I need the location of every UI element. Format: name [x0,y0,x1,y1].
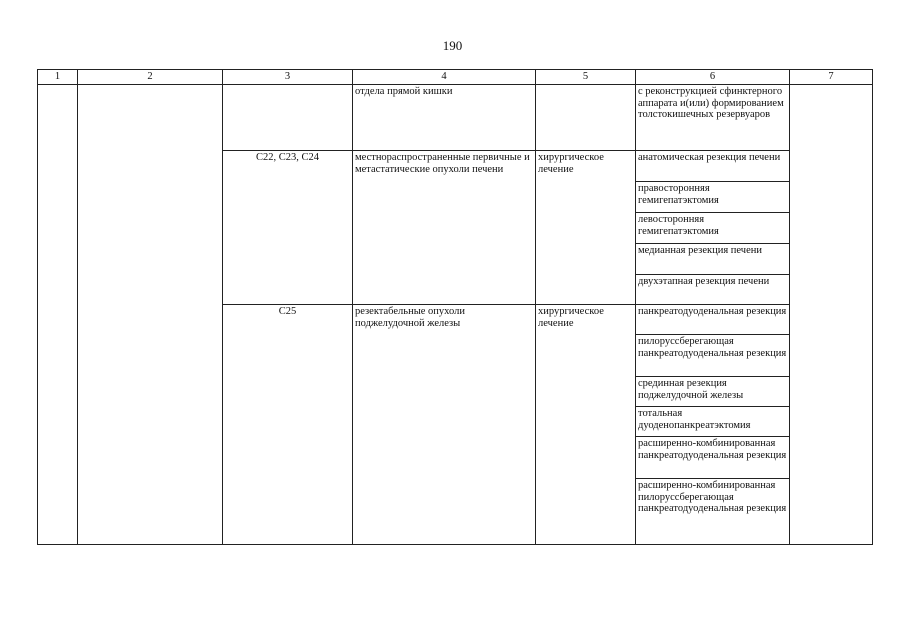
cell-method: анатомическая резекция печени [636,151,790,182]
cell-method: с реконструкцией сфинктерного аппарата и(или) формированием толстокишечных резервуаров [636,85,790,151]
cell-treatment: хирургическое лечение [536,305,636,545]
cell-disease: отдела прямой кишки [353,85,536,151]
cell-method: левосторонняя гемигепатэктомия [636,213,790,244]
column-header: 4 [353,70,536,85]
header-row [38,70,873,85]
cell-method: медианная резекция печени [636,244,790,275]
cell-treatment: хирургическое лечение [536,151,636,305]
cell-method: двухэтапная резекция печени [636,275,790,305]
cell-treatment [536,85,636,151]
cell-method: правосторонняя гемигепатэктомия [636,182,790,213]
cell-disease: местнораспространенные первичные и метастатические опухоли печени [353,151,536,305]
cell-method: пилоруссберегающая панкреатодуоденальная резекция [636,335,790,377]
cell-method: срединная резекция поджелудочной железы [636,377,790,407]
column-header: 3 [223,70,353,85]
cell-code [223,85,353,151]
column-header: 1 [38,70,78,85]
cell-method: панкреатодуоденальная резекция [636,305,790,335]
cell-disease: резектабельные опухоли поджелудочной железы [353,305,536,545]
column-header: 5 [536,70,636,85]
column-header: 2 [78,70,223,85]
cell-col1 [38,85,78,545]
column-header: 7 [790,70,873,85]
cell-code: C25 [223,305,353,545]
cell-method: тотальная дуоденопанкреатэктомия [636,407,790,437]
page-number: 190 [442,38,463,53]
procedures-table [37,69,873,545]
cell-method: расширенно-комбинированная панкреатодуоденальная резекция [636,437,790,479]
cell-col7 [790,85,873,545]
cell-code: C22, C23, C24 [223,151,353,305]
cell-col2 [78,85,223,545]
table-row [38,85,873,151]
column-header: 6 [636,70,790,85]
cell-method: расширенно-комбинированная пилоруссберегающая панкреатодуоденальная резекция [636,479,790,545]
